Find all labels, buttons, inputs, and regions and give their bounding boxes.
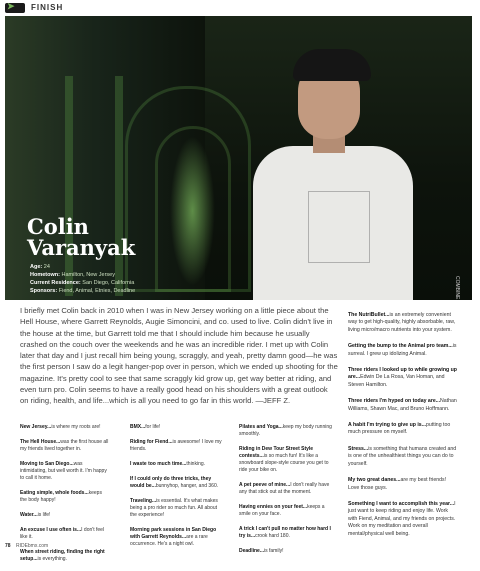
qa-answer: is life! bbox=[37, 512, 51, 518]
qa-item bbox=[239, 482, 334, 496]
qa-item bbox=[348, 312, 458, 334]
stat-row bbox=[30, 279, 135, 287]
qa-item bbox=[20, 527, 110, 541]
qa-item bbox=[130, 527, 222, 548]
stat-row bbox=[30, 263, 135, 271]
qa-answer: Nathan Williams, Shawn Mac, and Bruno Hoffmann. bbox=[348, 398, 457, 412]
qa-item bbox=[348, 477, 458, 492]
arrow-icon: ➤ bbox=[7, 1, 15, 11]
qa-answer: is an extremely convenient way to get high-quality, highly absorbable, raw, living micro/macro nutrients into your system. bbox=[348, 312, 456, 333]
qa-prompt: Stress... bbox=[348, 445, 369, 452]
photo-credit: COMBINE bbox=[454, 276, 460, 300]
qa-item bbox=[239, 504, 334, 518]
qa-prompt: A habit I'm trying to give up is... bbox=[348, 422, 426, 429]
qa-prompt: Riding for Fiend... bbox=[130, 439, 173, 445]
qa-answer: are a rare occurrence. He's a night owl. bbox=[130, 534, 208, 547]
qa-column-2 bbox=[130, 424, 222, 556]
qa-column-3 bbox=[239, 424, 334, 563]
qa-item bbox=[239, 446, 334, 474]
stat-label: Hometown: bbox=[30, 272, 60, 278]
qa-item bbox=[20, 512, 110, 519]
qa-prompt: My two great danes... bbox=[348, 477, 401, 484]
qa-answer: Edwin De La Rosa, Van Homan, and Steven Hamilton. bbox=[348, 374, 445, 388]
qa-item bbox=[20, 549, 110, 563]
rider-first-name: Colin bbox=[27, 214, 89, 239]
qa-answer: are my best friends! Love those guys. bbox=[348, 477, 447, 491]
section-badge bbox=[5, 3, 25, 13]
rider-stats bbox=[30, 263, 135, 295]
qa-item bbox=[130, 476, 222, 490]
qa-item bbox=[239, 424, 334, 438]
qa-item bbox=[348, 398, 458, 413]
qa-prompt: An excuse I use often is... bbox=[20, 527, 82, 533]
qa-prompt: Pilates and Yoga... bbox=[239, 424, 283, 430]
qa-answer: is essential. It's what makes being a pro rider so much fun. All about the experience! bbox=[130, 498, 218, 518]
qa-answer: I don't feel like it. bbox=[20, 527, 105, 540]
qa-answer: is everything. bbox=[37, 556, 67, 562]
site-url: RIDEbmx.com bbox=[15, 543, 49, 549]
qa-item bbox=[20, 490, 110, 504]
qa-prompt: BMX... bbox=[130, 424, 146, 430]
qa-item bbox=[239, 548, 334, 555]
qa-answer: for life! bbox=[145, 424, 161, 430]
qa-prompt: Having ennies on your feet... bbox=[239, 504, 308, 510]
qa-answer: is family! bbox=[264, 548, 284, 554]
qa-answer: I just want to keep riding and enjoy life. Work with Fiend, Animal, and my friends on projects. Work on my meditation and overall mental/physical well being. bbox=[348, 500, 456, 537]
page-number: 78 bbox=[5, 543, 11, 549]
qa-item bbox=[348, 422, 458, 437]
qa-answer: is so much fun! It's like a snowboard slope-style course you get to ride your bike on. bbox=[239, 453, 329, 473]
qa-item bbox=[130, 461, 222, 468]
qa-item bbox=[20, 424, 110, 431]
qa-column-4 bbox=[348, 312, 458, 547]
qa-prompt: Deadline... bbox=[239, 548, 265, 554]
rider-cap bbox=[293, 49, 371, 81]
qa-prompt: Water... bbox=[20, 512, 38, 518]
qa-prompt: Getting the bump to the Animal pro team... bbox=[348, 343, 453, 350]
qa-item bbox=[20, 439, 110, 453]
qa-prompt: The Hell House... bbox=[20, 439, 61, 445]
qa-item bbox=[130, 498, 222, 519]
qa-answer: thinking. bbox=[186, 461, 206, 467]
shirt-graphic bbox=[308, 191, 370, 263]
section-label: FINISH bbox=[31, 3, 64, 12]
qa-item bbox=[348, 367, 458, 389]
stat-label: Sponsors: bbox=[30, 288, 58, 294]
photo-light bbox=[170, 136, 215, 286]
stat-value: 24 bbox=[42, 264, 50, 270]
qa-prompt: Three riders I'm hyped on today are... bbox=[348, 398, 441, 405]
qa-prompt: A trick I can't pull no matter how hard I try is... bbox=[239, 526, 331, 539]
qa-prompt: Moving to San Diego... bbox=[20, 461, 74, 467]
qa-answer: is awesome! I love my friends. bbox=[130, 439, 222, 452]
qa-prompt: New Jersey... bbox=[20, 424, 52, 430]
qa-answer: keeps the body happy! bbox=[20, 490, 102, 503]
qa-prompt: Morning park sessions in San Diego with Garrett Reynolds... bbox=[130, 527, 217, 540]
qa-prompt: A pet peeve of mine... bbox=[239, 482, 291, 488]
qa-prompt: I waste too much time... bbox=[130, 461, 187, 467]
qa-answer: bunnyhop, hanger, and 360. bbox=[155, 483, 219, 489]
stat-value: Fiend, Animal, Etnies, Deadline bbox=[57, 288, 136, 294]
stat-row bbox=[30, 287, 135, 295]
page-header bbox=[0, 0, 480, 16]
qa-answer: crook hard 180. bbox=[255, 533, 290, 539]
qa-answer: I don't really have any that stick out at the moment. bbox=[239, 482, 330, 495]
qa-answer: was the first house all my friends lived together in. bbox=[20, 439, 109, 452]
qa-item bbox=[239, 526, 334, 540]
stat-value: Hamilton, New Jersey bbox=[59, 272, 115, 278]
qa-item bbox=[348, 343, 458, 358]
qa-answer: is something that humans created and is one of the unhealthiest things you can do to yourself. bbox=[348, 445, 457, 467]
qa-answer: putting too much pressure on myself. bbox=[348, 422, 451, 436]
qa-answer: was intimidating, but well worth it. I'm happy to call it home. bbox=[20, 461, 107, 481]
qa-prompt: When street riding, finding the right setup... bbox=[20, 549, 105, 562]
rider-last-name: Varanyak bbox=[27, 235, 136, 260]
qa-prompt: Three riders I looked up to while growing up are... bbox=[348, 367, 457, 381]
qa-prompt: Eating simple, whole foods... bbox=[20, 490, 89, 496]
qa-answer: keep my body running smoothly. bbox=[239, 424, 332, 437]
rider-figure bbox=[253, 41, 423, 300]
qa-answer: is where my roots are! bbox=[51, 424, 101, 430]
stat-label: Age: bbox=[30, 264, 43, 270]
qa-answer: keeps a smile on your face. bbox=[239, 504, 325, 517]
stat-value: San Diego, California bbox=[80, 280, 135, 286]
intro-paragraph: I briefly met Colin back in 2010 when I was in New Jersey working on a little piece about the Hell House, where Garrett Reynolds, Augie Simoncini, and co. used to live. Colin didn't live in the house at the time, but Garrett told me that I should include him because he usually crashed on the couch over the weekends and he was an incredible rider. I met up with Colin later that day and I just recall him being young, scraggly, and yeah, pretty damn good—he was the first person I saw do a legit hanger-pop over in person, which we ended up shooting for the magazine. It's pretty cool to see that same scraggly kid grow up, get way better at riding, and even turn pro. Colin seems to have a really good head on his shoulders with a great outlook on riding, health, and life...which is all you need to go far in this world. —JEFF Z. bbox=[20, 306, 338, 406]
qa-prompt: The NutriBullet... bbox=[348, 312, 390, 318]
qa-answer: is surreal. I grew up idolizing Animal. bbox=[348, 343, 457, 357]
qa-item bbox=[130, 439, 222, 453]
qa-item bbox=[130, 424, 222, 431]
qa-prompt: Riding in Dew Tour Street Style contests... bbox=[239, 446, 314, 459]
qa-prompt: Something I want to accomplish this year... bbox=[348, 500, 455, 507]
stat-label: Current Residence: bbox=[30, 280, 81, 286]
qa-item bbox=[348, 501, 458, 538]
qa-item bbox=[348, 446, 458, 468]
page-footer bbox=[5, 543, 48, 549]
qa-prompt: If I could only do three tricks, they would be... bbox=[130, 476, 212, 489]
qa-prompt: Traveling... bbox=[130, 498, 157, 504]
stat-row bbox=[30, 271, 135, 279]
qa-item bbox=[20, 461, 110, 482]
